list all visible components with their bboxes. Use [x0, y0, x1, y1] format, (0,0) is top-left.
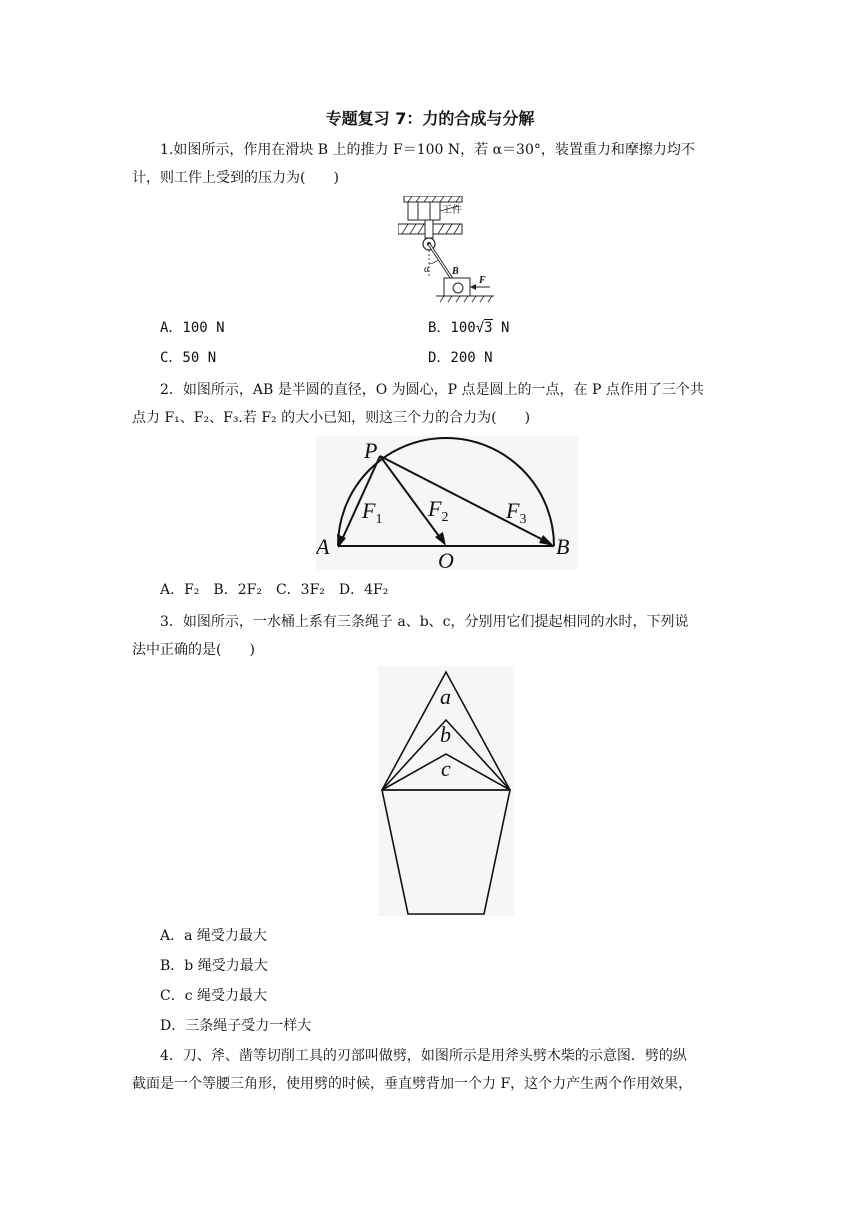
- q2-stem-line1: 2．如图所示，AB 是半圆的直径，O 为圆心，P 点是圆上的一点，在 P 点作用了三个共: [160, 382, 704, 398]
- q1-B-label: B: [452, 266, 459, 277]
- q1-option-a[interactable]: A．100 N: [160, 320, 225, 336]
- q3-figure: [378, 666, 514, 916]
- q1-option-c[interactable]: C．50 N: [160, 350, 217, 366]
- q2-P-label: P: [364, 438, 378, 463]
- q3-option-a[interactable]: A．a 绳受力最大: [160, 928, 267, 944]
- q3-a-label: a: [440, 684, 451, 709]
- q3-option-b[interactable]: B．b 绳受力最大: [160, 958, 268, 974]
- q2-A-label: A: [316, 534, 330, 559]
- q1-figure: [398, 196, 500, 308]
- q1-alpha-label: α: [424, 264, 430, 275]
- q3-c-label: c: [441, 756, 451, 781]
- q1-option-b-suffix: N: [492, 320, 510, 336]
- q3-b-label: b: [440, 722, 451, 747]
- q3-stem-line1: 3．如图所示，一水桶上系有三条绳子 a、b、c，分别用它们提起相同的水时，下列说: [160, 614, 689, 630]
- q1-option-b-prefix: B．100: [428, 320, 476, 336]
- q2-options[interactable]: A．F₂ B．2F₂ C．3F₂ D．4F₂: [160, 582, 389, 598]
- q4-stem-line1: 4．刀、斧、凿等切削工具的刃部叫做劈，如图所示是用斧头劈木柴的示意图．劈的纵: [160, 1048, 687, 1064]
- q1-option-b-root: 3: [484, 320, 493, 336]
- q2-O-label: O: [438, 548, 454, 570]
- q2-F3-label: $F_3$: [506, 498, 527, 527]
- q2-figure: [316, 436, 578, 570]
- q2-stem-line2: 点力 F₁、F₂、F₃.若 F₂ 的大小已知，则这三个力的合力为( ): [132, 410, 531, 426]
- sqrt-symbol: √: [475, 320, 485, 336]
- q2-B-label: B: [556, 534, 570, 559]
- q1-option-d[interactable]: D．200 N: [428, 350, 493, 366]
- page-title: 专题复习 7：力的合成与分解: [325, 109, 535, 128]
- q3-stem-line2: 法中正确的是( ): [132, 642, 255, 658]
- q1-F-label: F: [479, 275, 486, 286]
- q1-stem-line1: 1.如图所示，作用在滑块 B 上的推力 F＝100 N，若 α＝30°，装置重力和摩擦力均不: [160, 142, 695, 158]
- q2-F2-label: $F_2$: [428, 496, 449, 525]
- q3-option-c[interactable]: C．c 绳受力最大: [160, 988, 268, 1004]
- q3-option-d[interactable]: D．三条绳子受力一样大: [160, 1018, 312, 1034]
- q4-stem-line2: 截面是一个等腰三角形，使用劈的时候，垂直劈背加一个力 F，这个力产生两个作用效果，: [132, 1076, 693, 1092]
- q1-stem-line2: 计，则工件上受到的压力为( ): [132, 170, 339, 186]
- q2-F1-label: $F_1$: [362, 498, 383, 527]
- q1-option-b[interactable]: [428, 318, 509, 338]
- q1-workpiece-label: 工件: [442, 205, 462, 216]
